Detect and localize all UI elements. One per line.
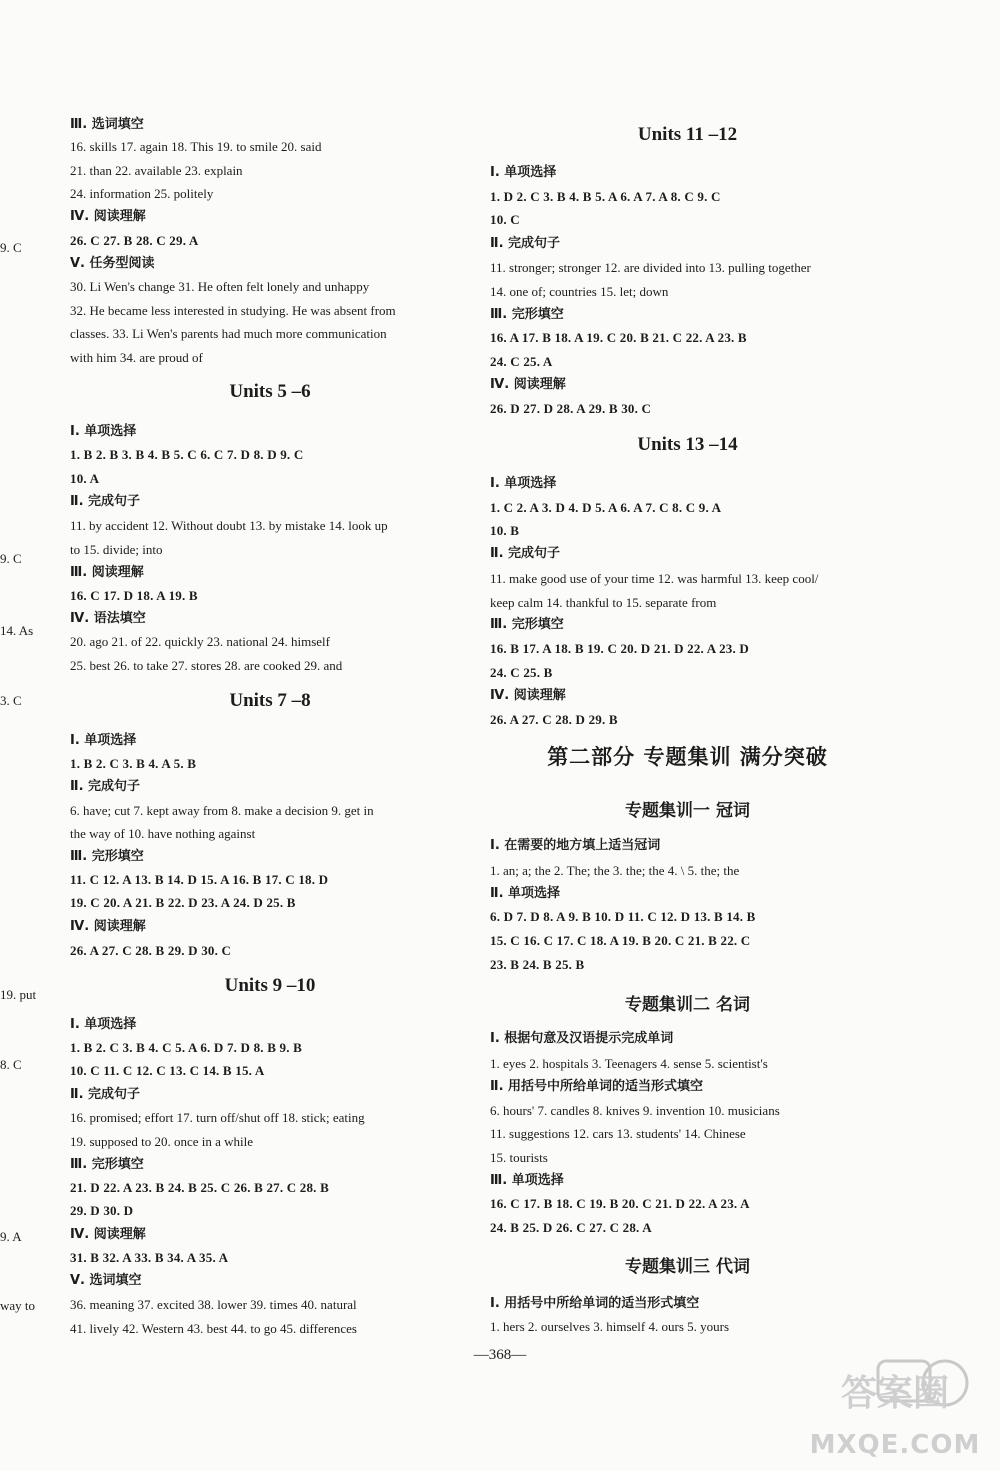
answer-line: 41. lively 42. Western 43. best 44. to go 45. differences xyxy=(70,1321,357,1336)
section-heading: Ⅳ. 阅读理解 xyxy=(70,1227,146,1242)
section-heading: Ⅱ. 完成句子 xyxy=(490,236,561,251)
answer-line: 25. best 26. to take 27. stores 28. are cooked 29. and xyxy=(70,658,343,673)
answer-line: 20. ago 21. of 22. quickly 23. national 24. himself xyxy=(70,634,330,649)
section-heading: Ⅲ. 完形填空 xyxy=(490,307,564,322)
answer-line: 1. D 2. C 3. B 4. B 5. A 6. A 7. A 8. C 9. C xyxy=(490,189,721,204)
section-heading: Ⅰ. 单项选择 xyxy=(70,733,137,748)
answer-line: 32. He became less interested in studying. He was absent from xyxy=(70,303,396,318)
section-heading: Ⅳ. 阅读理解 xyxy=(490,377,566,392)
watermark-site: MXQE.COM xyxy=(809,1430,981,1460)
unit-title: Units 9 –10 xyxy=(224,975,316,996)
answer-line: classes. 33. Li Wen's parents had much more communication xyxy=(70,326,387,341)
answer-line: 10. C 11. C 12. C 13. C 14. B 15. A xyxy=(70,1063,265,1078)
answer-line: 21. D 22. A 23. B 24. B 25. C 26. B 27. C 28. B xyxy=(70,1180,329,1195)
edge-fragment: 8. C xyxy=(0,1057,22,1072)
answer-line: 16. C 17. D 18. A 19. B xyxy=(70,588,198,603)
section-heading: Ⅱ. 完成句子 xyxy=(70,1087,141,1102)
answer-line: 10. A xyxy=(70,471,100,486)
section-heading: Ⅲ. 完形填空 xyxy=(70,1157,144,1172)
answer-line: 16. promised; effort 17. turn off/shut off 18. stick; eating xyxy=(70,1110,365,1125)
answer-line: 31. B 32. A 33. B 34. A 35. A xyxy=(70,1250,229,1265)
section-heading: Ⅱ. 完成句子 xyxy=(70,494,141,509)
answer-line: 11. by accident 12. Without doubt 13. by mistake 14. look up xyxy=(70,518,388,533)
answer-line: 6. have; cut 7. kept away from 8. make a decision 9. get in xyxy=(70,803,374,818)
answer-line: 26. A 27. C 28. B 29. D 30. C xyxy=(70,943,232,958)
section-heading: Ⅲ. 完形填空 xyxy=(70,849,144,864)
section-heading: Ⅴ. 选词填空 xyxy=(70,1273,142,1288)
section-heading: Ⅳ. 阅读理解 xyxy=(490,688,566,703)
section-heading: Ⅳ. 阅读理解 xyxy=(70,209,146,224)
answer-line: 16. B 17. A 18. B 19. C 20. D 21. D 22. A 23. D xyxy=(490,641,749,656)
answer-line: 6. D 7. D 8. A 9. B 10. D 11. C 12. D 13. B 14. B xyxy=(490,909,756,924)
topic-title: 专题集训二 名词 xyxy=(625,995,750,1015)
answer-line: 11. suggestions 12. cars 13. students' 14. Chinese xyxy=(490,1126,746,1141)
unit-title: Units 7 –8 xyxy=(229,690,311,711)
answer-line: 11. make good use of your time 12. was harmful 13. keep cool/ xyxy=(490,571,819,586)
section-heading: Ⅱ. 单项选择 xyxy=(490,886,561,901)
answer-line: 24. C 25. B xyxy=(490,665,553,680)
answer-line: 16. A 17. B 18. A 19. C 20. B 21. C 22. A 23. B xyxy=(490,330,747,345)
answer-line: 1. B 2. C 3. B 4. A 5. B xyxy=(70,756,197,771)
edge-fragment: 14. As xyxy=(0,623,34,638)
answer-line: 14. one of; countries 15. let; down xyxy=(490,284,669,299)
topic-title: 专题集训三 代词 xyxy=(625,1257,750,1277)
edge-fragment: 3. C xyxy=(0,693,22,708)
section-heading: Ⅰ. 用括号中所给单词的适当形式填空 xyxy=(490,1296,700,1311)
answer-line: 1. an; a; the 2. The; the 3. the; the 4. \ 5. the; the xyxy=(490,863,740,878)
answer-line: 1. hers 2. ourselves 3. himself 4. ours 5. yours xyxy=(490,1319,730,1334)
topic-title: 专题集训一 冠词 xyxy=(625,801,750,821)
section-heading: Ⅳ. 阅读理解 xyxy=(70,919,146,934)
watermark-logo xyxy=(800,1353,990,1463)
section-heading: Ⅲ. 阅读理解 xyxy=(70,565,144,580)
section-heading: Ⅰ. 在需要的地方填上适当冠词 xyxy=(490,838,661,853)
edge-fragment: way to xyxy=(0,1298,36,1313)
answer-line: 26. D 27. D 28. A 29. B 30. C xyxy=(490,401,652,416)
edge-fragment: 19. put xyxy=(0,987,37,1002)
answer-line: 29. D 30. D xyxy=(70,1203,134,1218)
answer-line: 1. B 2. B 3. B 4. B 5. C 6. C 7. D 8. D 9. C xyxy=(70,447,304,462)
answer-line: 24. B 25. D 26. C 27. C 28. A xyxy=(490,1220,652,1235)
unit-title: Units 11 –12 xyxy=(637,124,738,145)
answer-line: 19. C 20. A 21. B 22. D 23. A 24. D 25. B xyxy=(70,895,296,910)
answer-line: 21. than 22. available 23. explain xyxy=(70,163,243,178)
section-heading: Ⅰ. 单项选择 xyxy=(70,1017,137,1032)
answer-line: with him 34. are proud of xyxy=(70,350,203,365)
page-number: —368— xyxy=(473,1347,527,1363)
edge-fragment: 9. C xyxy=(0,240,22,255)
section-heading: Ⅱ. 完成句子 xyxy=(70,779,141,794)
answer-line: 15. C 16. C 17. C 18. A 19. B 20. C 21. B 22. C xyxy=(490,933,751,948)
section-heading: Ⅳ. 语法填空 xyxy=(70,611,146,626)
answer-line: the way of 10. have nothing against xyxy=(70,826,256,841)
section-heading: Ⅲ. 选词填空 xyxy=(70,117,144,132)
answer-line: 26. C 27. B 28. C 29. A xyxy=(70,233,199,248)
answer-line: keep calm 14. thankful to 15. separate from xyxy=(490,595,717,610)
answer-line: 26. A 27. C 28. D 29. B xyxy=(490,712,618,727)
answer-line: 1. C 2. A 3. D 4. D 5. A 6. A 7. C 8. C 9. A xyxy=(490,500,722,515)
answer-line: 15. tourists xyxy=(490,1150,548,1165)
answer-line: 6. hours' 7. candles 8. knives 9. invention 10. musicians xyxy=(490,1103,780,1118)
answer-line: 1. B 2. C 3. B 4. C 5. A 6. D 7. D 8. B 9. B xyxy=(70,1040,302,1055)
answer-line: to 15. divide; into xyxy=(70,542,163,557)
edge-fragment: 9. A xyxy=(0,1229,22,1244)
unit-title: Units 13 –14 xyxy=(637,434,738,455)
answer-line: 36. meaning 37. excited 38. lower 39. times 40. natural xyxy=(70,1297,357,1312)
answer-line: 11. C 12. A 13. B 14. D 15. A 16. B 17. C 18. D xyxy=(70,872,329,887)
part-title: 第二部分 专题集训 满分突破 xyxy=(547,744,828,769)
answer-line: 24. C 25. A xyxy=(490,354,553,369)
section-heading: Ⅰ. 单项选择 xyxy=(490,165,557,180)
section-heading: Ⅲ. 单项选择 xyxy=(490,1173,564,1188)
answer-line: 19. supposed to 20. once in a while xyxy=(70,1134,254,1149)
answer-line: 30. Li Wen's change 31. He often felt lonely and unhappy xyxy=(70,279,370,294)
answer-line: 24. information 25. politely xyxy=(70,186,214,201)
section-heading: Ⅰ. 单项选择 xyxy=(490,476,557,491)
section-heading: Ⅰ. 根据句意及汉语提示完成单词 xyxy=(490,1031,674,1046)
answer-line: 11. stronger; stronger 12. are divided into 13. pulling together xyxy=(490,260,811,275)
unit-title: Units 5 –6 xyxy=(229,381,311,402)
section-heading: Ⅰ. 单项选择 xyxy=(70,424,137,439)
answer-line: 1. eyes 2. hospitals 3. Teenagers 4. sense 5. scientist's xyxy=(490,1056,768,1071)
answer-line: 10. B xyxy=(490,523,520,538)
answer-line: 10. C xyxy=(490,212,520,227)
section-heading: Ⅲ. 完形填空 xyxy=(490,617,564,632)
edge-fragment: 9. C xyxy=(0,551,22,566)
answer-line: 16. skills 17. again 18. This 19. to smile 20. said xyxy=(70,139,322,154)
watermark-main: 答案圈 xyxy=(840,1373,950,1414)
section-heading: Ⅱ. 完成句子 xyxy=(490,546,561,561)
answer-line: 23. B 24. B 25. B xyxy=(490,957,585,972)
section-heading: Ⅱ. 用括号中所给单词的适当形式填空 xyxy=(490,1079,704,1094)
answer-line: 16. C 17. B 18. C 19. B 20. C 21. D 22. A 23. A xyxy=(490,1196,750,1211)
section-heading: Ⅴ. 任务型阅读 xyxy=(70,256,155,271)
